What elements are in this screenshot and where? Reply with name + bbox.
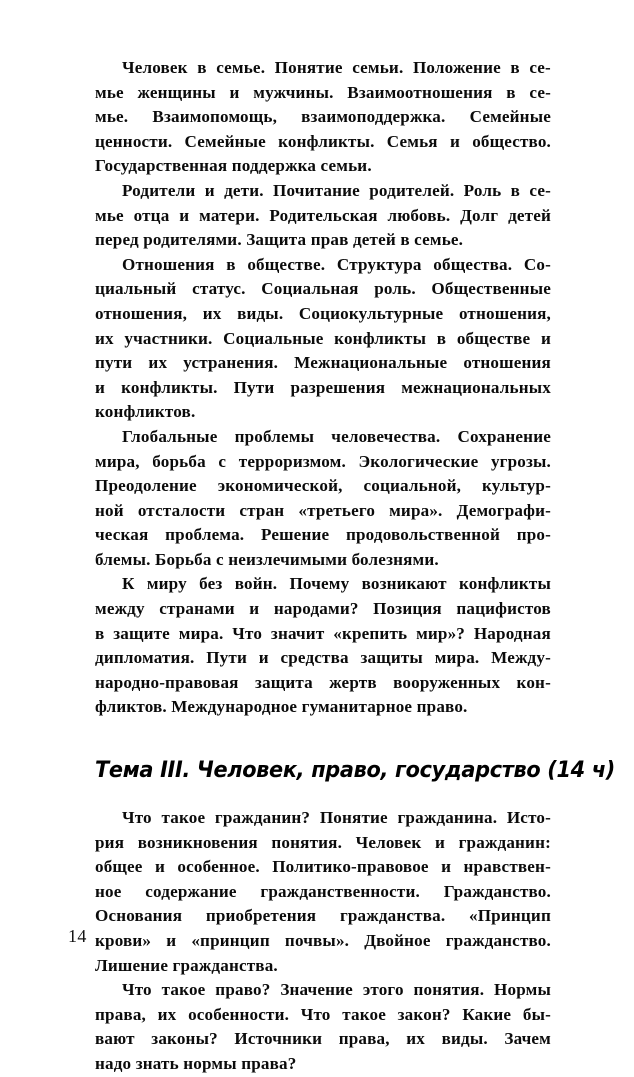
text-word: Положение [412,58,501,77]
text-line [95,806,551,831]
text-word: стран [239,500,285,520]
text-word: мира, [95,451,140,471]
text-word: и [540,328,551,348]
text-word: родителей. [369,180,455,200]
text-word: обществе. [247,254,326,274]
text-word: пацифистов [456,599,551,619]
text-word: понятия. [413,980,485,1000]
text-word: конфликты [458,574,551,594]
text-word: детей [508,205,551,225]
text-word: и [204,180,215,200]
text-word: Социокультурные [298,303,444,323]
text-line [95,880,551,905]
text-word: средства [280,648,349,668]
text-word: рия [95,832,125,852]
text-word: межнациональных [401,377,551,397]
text-word: Понятие [319,808,388,828]
text-word: общее [95,857,143,877]
text-line [95,302,551,327]
text-word: Человек [355,832,422,852]
paragraph-parents-children [95,179,551,253]
text-word: Пути [206,648,247,668]
text-word: проблема. [165,525,245,545]
text-word: миру [146,574,187,594]
text-word: Значение [280,980,353,1000]
paragraph-family [95,56,551,179]
text-word: «принцип [191,931,270,950]
text-word: нравствен- [463,857,551,877]
text-word: «третьего [298,500,376,520]
section-heading-theme-3: Тема III. Человек, право, государство (14 ч) [95,757,615,784]
text-line [95,855,551,880]
text-word: такое [161,980,206,1000]
text-line: Государственная поддержка семьи. [95,156,372,176]
text-word: закон? [397,1004,451,1024]
text-word: «Принцип [469,906,551,926]
text-line: перед родителями. Защита прав детей в семье. [95,230,464,250]
text-word: общества. [433,254,513,274]
text-word: в [226,254,236,274]
text-word: циальный [95,279,177,299]
text-word: обществе [456,328,531,348]
page-text-column [95,56,615,1077]
text-word: конфликты. [121,377,218,397]
text-word: роль. [374,279,416,299]
text-word: народно-правовая [95,672,239,692]
text-word: и [441,857,452,877]
text-word: такое [161,808,206,828]
text-line [95,1003,551,1028]
text-word: статус. [192,279,246,299]
text-line: фликтов. Международное гуманитарное право. [95,697,468,717]
paragraph-global-problems [95,425,551,573]
paragraph-society-relations [95,253,551,425]
text-word: в [95,623,105,643]
text-word: ценности. [95,131,173,151]
text-word: и [166,931,177,950]
text-word: виды. [237,303,284,323]
text-word: Что [122,808,152,828]
text-word: ной [95,500,124,520]
text-word: странами [159,599,235,619]
text-line [95,646,551,671]
text-word: и [249,599,260,619]
text-word: Между- [491,648,551,668]
text-line [95,105,551,130]
text-line [95,130,551,155]
text-word: Что [232,623,263,643]
text-word: кон- [516,672,551,692]
text-word: Политико-правовое [272,857,429,877]
text-line [95,474,551,499]
text-word: Преодоление [95,476,197,496]
text-word: Семейные [469,107,551,127]
text-word: в [510,58,520,77]
text-line [95,327,551,352]
text-word: Понятие [274,58,343,77]
text-word: и [229,82,240,102]
text-word: в [510,180,521,200]
text-word: конфликты. [278,131,375,151]
text-word: Долг [460,205,499,225]
text-word: Общественные [431,279,551,299]
text-word: дипломатия. [95,648,195,668]
text-word: в [506,82,516,102]
text-line [95,904,551,929]
text-word: Почему [289,574,350,594]
text-word: матери. [199,205,260,225]
text-word: особенное. [177,857,260,877]
text-line [95,572,551,597]
text-word: отношения, [95,303,188,323]
text-word: и [258,648,269,668]
text-word: с [218,451,227,471]
text-word: особенности. [188,1004,290,1024]
text-word: Какие [462,1004,512,1024]
text-word: Основания [95,906,183,926]
text-word: этого [362,980,404,1000]
text-word: возникновения [137,832,258,852]
text-line [95,929,551,954]
text-word: права, [338,1029,390,1049]
text-word: гражданство. [445,931,551,950]
text-line: блемы. Борьба с неизлечимыми болезнями. [95,549,439,569]
text-word: устранения. [183,353,279,373]
text-word: Сохранение [457,426,551,446]
text-word: законы? [151,1029,218,1049]
text-word: Что [122,980,152,1000]
text-word: Отношения [122,254,215,274]
text-line: конфликтов. [95,402,196,422]
text-word: между [95,599,145,619]
text-word: Гражданство. [443,881,551,901]
text-word: ческая [95,525,149,545]
text-word: Экологические [358,451,479,471]
text-word: защите [113,623,170,643]
text-word: Источники [234,1029,323,1049]
text-word: Человек [122,58,188,77]
text-word: семьи. [352,58,404,77]
text-word: приобретения [205,906,317,926]
page-number: 14 [68,926,87,946]
heading-spacer-below [95,784,551,806]
text-word: человечества. [331,426,441,446]
text-word: и [154,857,165,877]
text-word: се- [529,58,551,77]
text-word: гражданин? [214,808,311,828]
text-line [95,831,551,856]
text-line [95,204,551,229]
text-word: се- [529,82,551,102]
text-word: Зачем [504,1029,551,1049]
text-word: Социальная [261,279,359,299]
text-word: семье. [216,58,266,77]
text-word: пути [95,353,133,373]
text-word: и [179,205,190,225]
text-line [95,253,551,278]
text-line [95,450,551,475]
text-word: Глобальные [122,426,218,446]
text-line [95,978,551,1003]
paragraph-citizen [95,806,551,978]
text-word: Двойное [364,931,431,950]
text-word: гражданственности. [260,881,420,901]
text-word: экономической, [217,476,343,496]
text-word: виды. [441,1029,488,1049]
text-word: отсталости [137,500,226,520]
text-word: мье [95,205,124,225]
text-word: Исто- [506,808,551,828]
text-word: культур- [481,476,551,496]
text-word: «крепить [333,623,408,643]
text-word: Социальные [223,328,324,348]
text-word: Демографи- [456,500,551,520]
text-word: Взаимопомощь, [152,107,278,127]
text-word: право? [215,980,271,1000]
text-word: Межнациональные [294,353,448,373]
text-word: дети. [224,180,264,200]
text-word: Роль [463,180,502,200]
text-word: отношения [463,353,551,373]
text-line [95,1027,551,1052]
text-word: Почитание [273,180,360,200]
text-word: в [197,58,207,77]
text-line [95,499,551,524]
text-word: содержание [145,881,237,901]
text-word: Позиция [373,599,442,619]
text-word: отношения, [458,303,551,323]
text-word: без [199,574,223,594]
text-word: гражданства. [339,906,446,926]
text-word: гражданин: [458,832,551,852]
text-word: Народная [473,623,551,643]
text-word: мье [95,82,124,102]
text-line [95,376,551,401]
text-word: про- [516,525,551,545]
text-word: крови» [95,931,152,950]
text-word: ное [95,881,122,901]
text-word: понятия. [271,832,343,852]
text-word: угрозы. [490,451,551,471]
text-word: Структура [336,254,422,274]
text-line [95,179,551,204]
text-word: защита [254,672,313,692]
text-word: значит [270,623,325,643]
text-line [95,56,551,81]
text-word: любовь. [387,205,451,225]
text-word: народами? [273,599,359,619]
text-word: жертв [329,672,377,692]
text-line [95,81,551,106]
text-word: мир»? [416,623,466,643]
text-word: их [406,1029,426,1049]
text-word: общество. [472,131,551,151]
text-word: взаимоподдержка. [301,107,446,127]
text-word: защиты [360,648,423,668]
text-word: конфликты [334,328,427,348]
text-word: их [202,303,222,323]
text-line [95,523,551,548]
text-word: разрешения [290,377,386,397]
text-word: почвы». [284,931,350,950]
text-word: такое [342,1004,386,1024]
text-line [95,622,551,647]
text-line: надо знать нормы права? [95,1053,297,1073]
text-line [95,597,551,622]
text-word: войн. [234,574,278,594]
text-word: Родители [122,180,196,200]
text-word: мужчины. [253,82,334,102]
text-word: и [95,377,106,397]
text-word: их [157,1004,177,1024]
text-line: Лишение гражданства. [95,955,278,975]
paragraph-peace-without-wars [95,572,551,720]
text-word: бы- [522,1004,551,1024]
text-word: Взаимоотношения [347,82,493,102]
text-line [95,277,551,302]
text-word: вооруженных [393,672,501,692]
text-word: гражданина. [397,808,498,828]
text-word: Решение [260,525,330,545]
text-word: Что [300,1004,331,1024]
text-word: и [449,131,460,151]
text-word: их [95,328,114,348]
text-word: возникают [361,574,447,594]
text-word: продовольственной [345,525,500,545]
text-word: борьба [152,451,206,471]
text-word: мье. [95,107,129,127]
text-word: Семейные [184,131,266,151]
text-word: социальной, [363,476,462,496]
text-word: терроризмом. [238,451,346,471]
text-line [95,425,551,450]
text-word: их [148,353,168,373]
text-line [95,351,551,376]
text-word: Родительская [269,205,378,225]
heading-spacer-above [95,720,551,756]
text-word: в [436,328,447,348]
text-word: Пути [233,377,275,397]
text-word: мира. [434,648,480,668]
text-word: К [122,574,135,594]
text-word: права, [95,1004,146,1024]
text-word: мира». [389,500,443,520]
text-word: мира. [178,623,224,643]
paragraph-what-is-law [95,978,551,1076]
text-word: се- [529,180,551,200]
text-word: Нормы [494,980,551,1000]
text-word: отца [133,205,170,225]
text-word: Семья [386,131,438,151]
text-word: Со- [523,254,551,274]
text-word: вают [95,1029,135,1049]
text-word: проблемы [234,426,315,446]
text-word: женщины [137,82,216,102]
text-line [95,671,551,696]
text-word: участники. [124,328,213,348]
text-word: и [434,832,445,852]
